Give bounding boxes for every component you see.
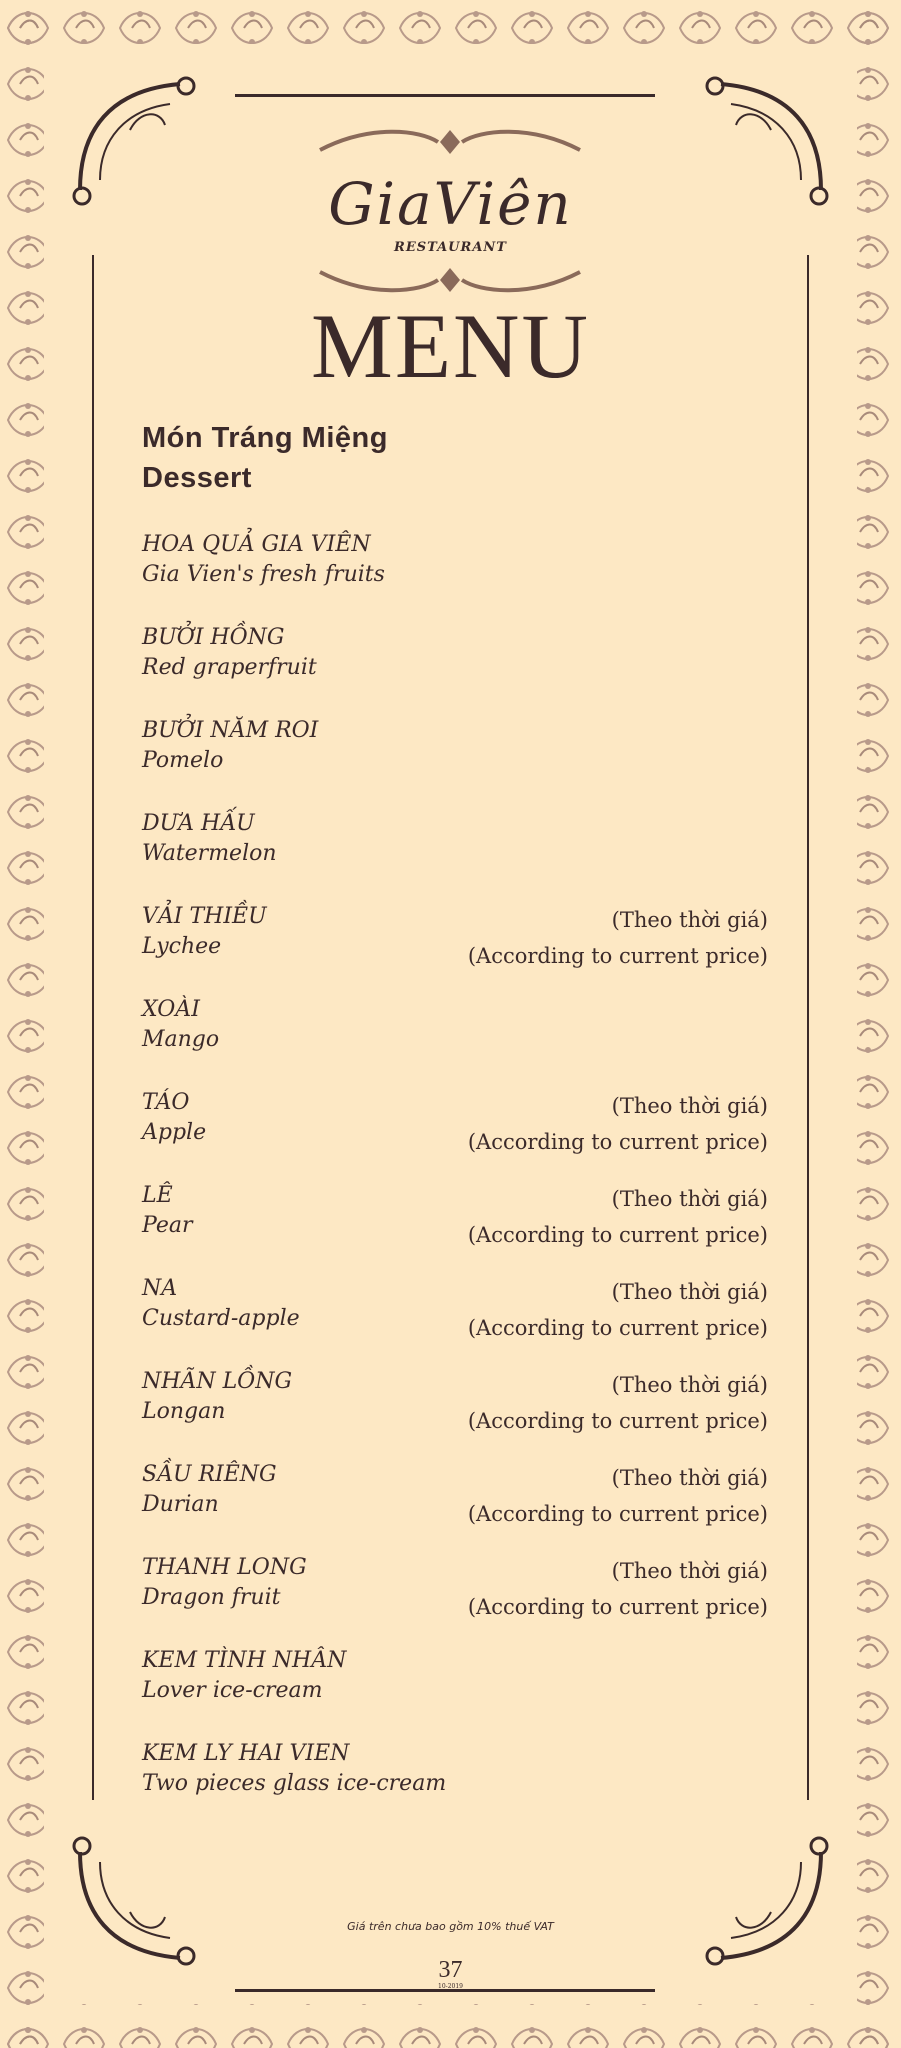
menu-item — [142, 902, 768, 995]
price-note-vn: (Theo thời giá) — [611, 908, 768, 932]
menu-items-list — [142, 530, 768, 1832]
menu-item — [142, 995, 768, 1088]
item-name-vn: KEM TÌNH NHÂN — [142, 1648, 347, 1673]
item-name-vn: XOÀI — [142, 997, 200, 1022]
item-name-en: Red graperfruit — [142, 655, 317, 680]
item-price — [468, 1274, 768, 1346]
price-note-en: (According to current price) — [467, 1130, 768, 1154]
menu-item — [142, 623, 768, 716]
item-price — [468, 1181, 768, 1253]
item-price — [468, 1088, 768, 1160]
item-name-en: Lover ice-cream — [142, 1678, 323, 1703]
item-name-vn: HOA QUẢ GIA VIÊN — [142, 532, 371, 557]
item-name-en: Apple — [142, 1120, 207, 1145]
item-name-en: Durian — [142, 1492, 219, 1517]
item-name-vn: KEM LY HAI VIEN — [142, 1741, 350, 1766]
menu-item — [142, 530, 768, 623]
item-price — [468, 1553, 768, 1625]
menu-item — [142, 1274, 768, 1367]
item-name-vn: BƯỞI HỒNG — [142, 625, 285, 650]
menu-item — [142, 1367, 768, 1460]
price-note-en: (According to current price) — [467, 1223, 768, 1247]
item-name-en: Mango — [142, 1027, 220, 1052]
section-heading — [142, 418, 388, 498]
item-name-vn: TÁO — [142, 1090, 190, 1115]
item-price — [468, 1367, 768, 1439]
item-price — [468, 902, 768, 974]
item-name-en: Custard-apple — [142, 1306, 300, 1331]
price-note-en: (According to current price) — [467, 1595, 768, 1619]
price-note-vn: (Theo thời giá) — [611, 1187, 768, 1211]
item-name-vn: LÊ — [142, 1183, 173, 1208]
corner-flourish-icon — [691, 1832, 831, 1972]
price-note-vn: (Theo thời giá) — [611, 1373, 768, 1397]
item-price — [468, 1460, 768, 1532]
item-name-vn: SẦU RIÊNG — [142, 1462, 277, 1487]
item-name-en: Two pieces glass ice-cream — [142, 1771, 447, 1796]
item-name-en: Pomelo — [142, 748, 224, 773]
menu-item — [142, 1646, 768, 1739]
price-note-vn: (Theo thời giá) — [611, 1466, 768, 1490]
logo-ornament-bottom-icon — [310, 262, 590, 298]
page-title: MENU — [311, 295, 590, 397]
logo-ornament-top-icon — [310, 124, 590, 160]
item-name-vn: NHÃN LỒNG — [142, 1369, 293, 1394]
item-name-en: Lychee — [142, 934, 222, 959]
top-frame-line — [235, 94, 655, 97]
menu-item — [142, 716, 768, 809]
menu-item — [142, 1088, 768, 1181]
menu-item — [142, 809, 768, 902]
page-number: 37 — [438, 1957, 463, 1983]
menu-item — [142, 1739, 768, 1832]
page-date: 10-2019 — [438, 1983, 463, 1990]
item-name-vn: VẢI THIỀU — [142, 904, 267, 929]
right-frame-line — [807, 255, 809, 1800]
menu-item — [142, 1181, 768, 1274]
vat-note: Giá trên chưa bao gồm 10% thuế VAT — [347, 1920, 554, 1933]
item-name-en: Watermelon — [142, 841, 277, 866]
logo-subtitle: RESTAURANT — [394, 240, 507, 255]
price-note-en: (According to current price) — [467, 944, 768, 968]
corner-flourish-icon — [70, 1832, 210, 1972]
item-name-en: Longan — [142, 1399, 226, 1424]
item-name-vn: DƯA HẤU — [142, 811, 255, 836]
price-note-vn: (Theo thời giá) — [611, 1559, 768, 1583]
restaurant-logo: GiaViên — [328, 170, 573, 238]
price-note-vn: (Theo thời giá) — [611, 1280, 768, 1304]
item-name-en: Dragon fruit — [142, 1585, 281, 1610]
price-note-vn: (Theo thời giá) — [611, 1094, 768, 1118]
left-frame-line — [92, 255, 94, 1800]
section-title-en: Dessert — [142, 462, 252, 494]
item-name-en: Pear — [142, 1213, 193, 1238]
price-note-en: (According to current price) — [467, 1316, 768, 1340]
section-title-vn: Món Tráng Miệng — [142, 422, 388, 454]
price-note-en: (According to current price) — [467, 1409, 768, 1433]
item-name-vn: NA — [142, 1276, 178, 1301]
item-name-en: Gia Vien's fresh fruits — [142, 562, 385, 587]
menu-item — [142, 1460, 768, 1553]
price-note-en: (According to current price) — [467, 1502, 768, 1526]
item-name-vn: BƯỞI NĂM ROI — [142, 718, 319, 743]
item-name-vn: THANH LONG — [142, 1555, 307, 1580]
menu-item — [142, 1553, 768, 1646]
